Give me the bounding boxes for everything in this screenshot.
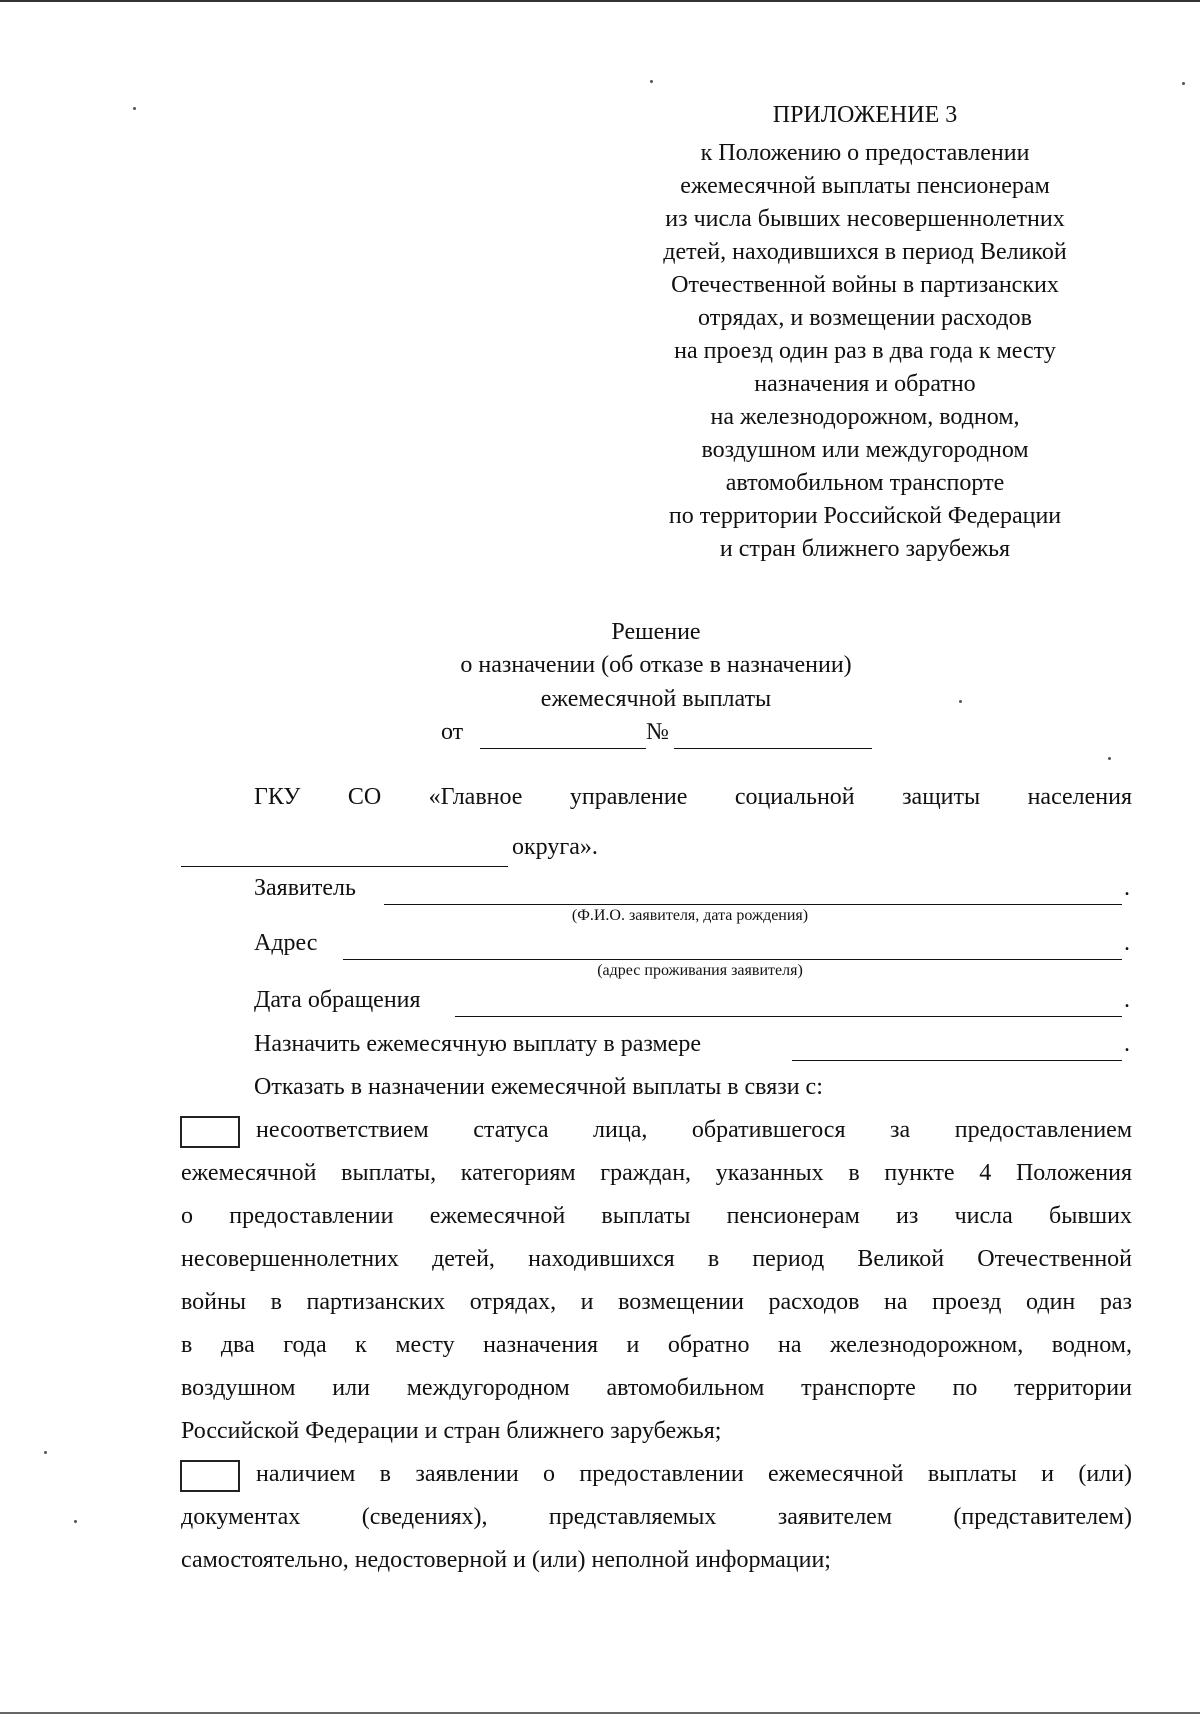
annex-line: ежемесячной выплаты пенсионерам [680,173,1050,199]
annex-line: отрядах, и возмещении расходов [698,305,1032,331]
authority-word: социальной [734,784,855,810]
reason-1-checkbox[interactable] [180,1116,240,1148]
scan-speck [133,107,136,110]
annex-line: Отечественной войны в партизанских [671,272,1059,298]
authority-word: СО [347,784,382,810]
authority-suffix: округа». [512,834,598,860]
reason-1-line: в два года к месту назначения и обратно на железнодорожном, водном, [181,1332,1132,1358]
address-label: Адрес [254,930,318,956]
number-prefix: № [646,719,669,745]
authority-word: управление [569,784,688,810]
address-period: . [1124,930,1130,956]
scan-speck [1108,757,1111,760]
application-date-label: Дата обращения [254,987,421,1013]
application-date-period: . [1124,987,1130,1013]
annex-subtitle [560,137,1170,566]
scan-speck [959,700,962,703]
reason-1-line: Российской Федерации и стран ближнего зарубежья; [181,1418,722,1444]
decision-subtitle-2: ежемесячной выплаты [540,686,772,712]
reason-1-line: ежемесячной выплаты, категориям граждан, указанных в пункте 4 Положения [181,1160,1132,1186]
annex-line: на железнодорожном, водном, [710,404,1020,430]
authority-line [254,784,1132,811]
authority-word: «Главное [428,784,523,810]
annex-line: по территории Российской Федерации [668,503,1062,529]
reason-2-checkbox[interactable] [180,1460,240,1492]
decision-subtitle-1: о назначении (об отказе в назначении) [460,652,852,678]
address-hint: (адрес проживания заявителя) [597,962,803,979]
scan-speck [74,1520,77,1523]
authority-word: защиты [902,784,981,810]
authority-word: населения [1027,784,1133,810]
date-prefix: от [441,719,464,745]
assign-amount-label: Назначить ежемесячную выплату в размере [254,1031,701,1057]
refusal-intro: Отказать в назначении ежемесячной выплаты в связи с: [254,1074,823,1100]
reason-2-line: самостоятельно, недостоверной и (или) неполной информации; [181,1547,831,1573]
annex-title: ПРИЛОЖЕНИЕ 3 [772,102,958,128]
reason-1-line: несоответствием статуса лица, обратившегося за предоставлением [256,1117,1132,1143]
applicant-label: Заявитель [254,875,356,901]
reason-2-line: документах (сведениях), представляемых заявителем (представителем) [181,1504,1132,1530]
annex-line: детей, находившихся в период Великой [663,239,1067,265]
assign-amount-input-line[interactable] [792,1060,1122,1061]
reason-2-line: наличием в заявлении о предоставлении ежемесячной выплаты и (или) [256,1461,1132,1487]
scan-speck [44,1451,47,1454]
district-name-line[interactable] [181,866,508,867]
applicant-input-line[interactable] [384,904,1122,905]
reason-1-line: войны в партизанских отрядах, и возмещении расходов на проезд один раз [181,1289,1132,1315]
decision-date-line[interactable] [480,748,646,749]
applicant-hint: (Ф.И.О. заявителя, дата рождения) [571,907,809,924]
address-input-line[interactable] [343,959,1122,960]
scan-edge-bottom [0,1712,1200,1714]
annex-line: на проезд один раз в два года к месту [674,338,1056,364]
annex-block [560,0,1170,580]
decision-number-line[interactable] [674,748,872,749]
application-date-input-line[interactable] [455,1016,1122,1017]
assign-amount-period: . [1124,1031,1130,1057]
annex-line: из числа бывших несовершеннолетних [665,206,1065,232]
annex-line: автомобильном транспорте [725,470,1005,496]
reason-1-line: о предоставлении ежемесячной выплаты пенсионерам из числа бывших [181,1203,1132,1229]
reason-1-line: воздушном или междугородном автомобильном транспорте по территории [181,1375,1132,1401]
scan-speck [1182,82,1185,85]
reason-1-line: несовершеннолетних детей, находившихся в период Великой Отечественной [181,1246,1132,1272]
annex-line: назначения и обратно [754,371,976,397]
applicant-period: . [1124,875,1130,901]
annex-line: воздушном или междугородном [701,437,1029,463]
annex-line: к Положению о предоставлении [700,140,1030,166]
annex-line: и стран ближнего зарубежья [719,536,1011,562]
authority-word: ГКУ [254,784,301,810]
decision-title: Решение [611,619,701,645]
